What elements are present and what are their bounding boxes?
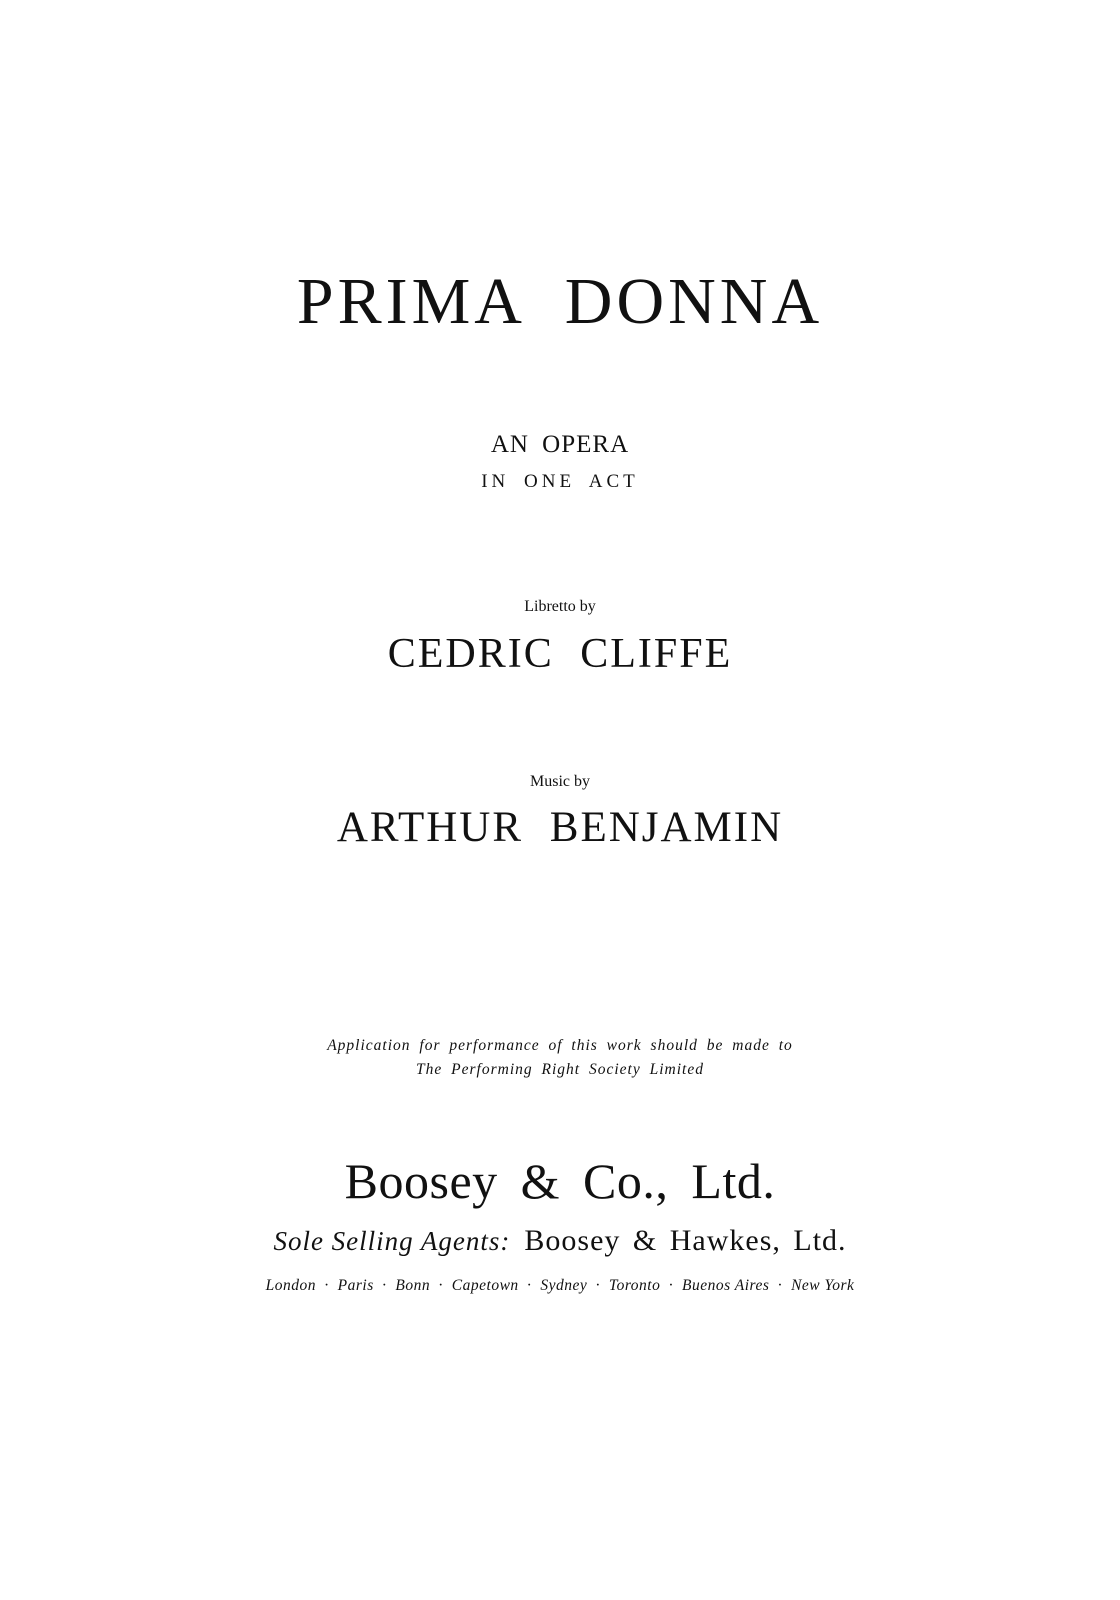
performance-notice-line-1: Application for performance of this work should be made to	[327, 1037, 793, 1054]
opera-act-count: IN ONE ACT	[481, 471, 639, 492]
city-separator: ·	[777, 1277, 784, 1294]
publisher-cities	[0, 1276, 1120, 1296]
city-separator: ·	[381, 1277, 388, 1294]
city-name: London	[265, 1277, 316, 1294]
city-separator: ·	[526, 1277, 533, 1294]
librettist-name: CEDRIC CLIFFE	[387, 631, 733, 677]
city-separator: ·	[323, 1277, 330, 1294]
composer-name: ARTHUR BENJAMIN	[336, 804, 784, 851]
city-separator: ·	[595, 1277, 601, 1294]
city-separator: ·	[438, 1277, 444, 1294]
city-name: Capetown	[451, 1277, 519, 1294]
city-name: New York	[791, 1277, 855, 1294]
libretto-label: Libretto by	[524, 598, 596, 615]
opera-subtitle: AN OPERA	[490, 431, 630, 458]
selling-agents-name: Boosey & Hawkes, Ltd.	[524, 1224, 847, 1257]
performance-notice-line-2: The Performing Right Society Limited	[416, 1061, 704, 1078]
city-name: Buenos Aires	[682, 1277, 770, 1294]
city-name: Toronto	[608, 1277, 661, 1294]
selling-agents-label: Sole Selling Agents:	[273, 1226, 511, 1256]
city-separator: ·	[668, 1277, 675, 1294]
publisher-name: Boosey & Co., Ltd.	[344, 1153, 776, 1209]
city-name: Sydney	[540, 1277, 588, 1294]
selling-agents	[0, 1222, 1120, 1260]
city-name: Paris	[337, 1277, 374, 1294]
opera-title: PRIMA DONNA	[296, 265, 824, 338]
city-name: Bonn	[395, 1277, 431, 1294]
music-label: Music by	[530, 773, 590, 790]
